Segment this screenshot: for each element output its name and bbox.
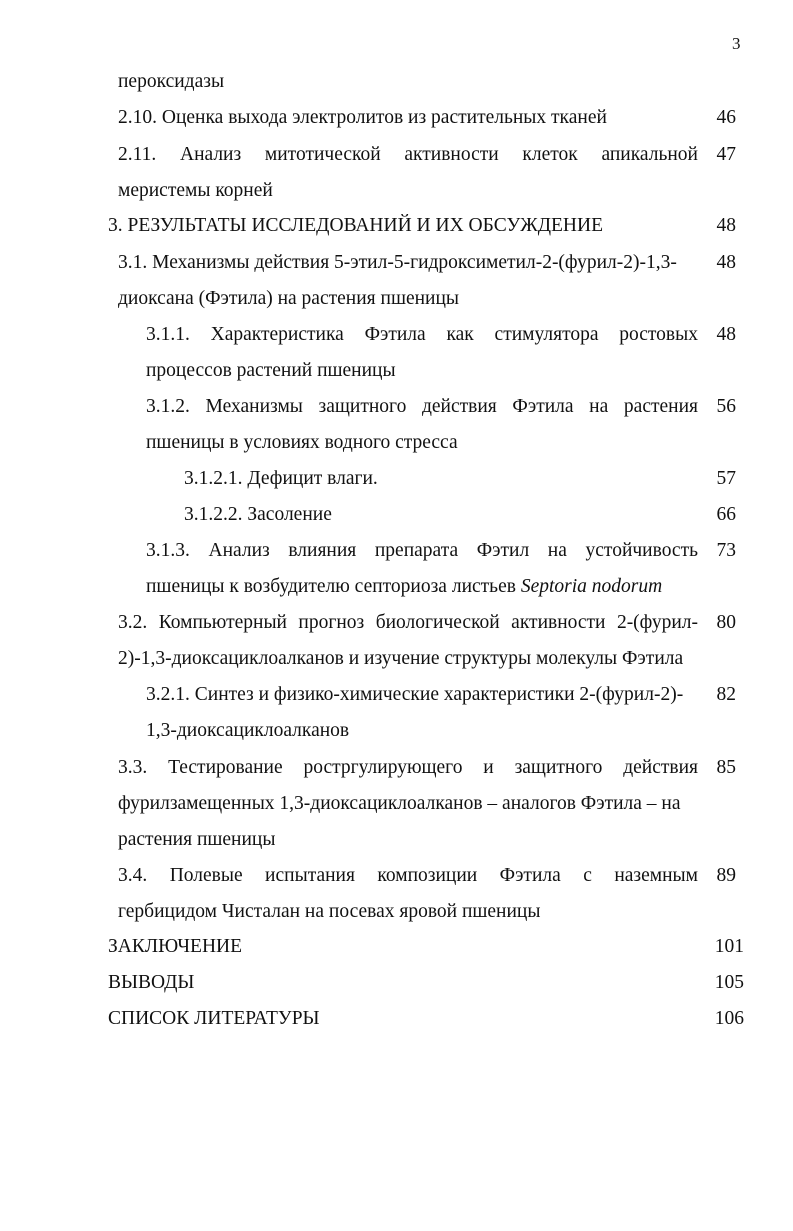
toc-page: 85 xyxy=(716,757,736,778)
toc-line: 3.1.2.2. Засоление xyxy=(184,504,332,525)
toc-page: 48 xyxy=(716,324,736,345)
page-number: 3 xyxy=(732,34,741,53)
toc-line: растения пшеницы xyxy=(118,829,276,850)
toc-page: 101 xyxy=(714,936,744,957)
toc-line: 3.4. Полевые испытания композиции Фэтила с наземным xyxy=(118,865,698,886)
toc-line: 2)-1,3-диоксациклоалканов и изучение структуры молекулы Фэтила xyxy=(118,648,684,669)
toc-page: 89 xyxy=(716,865,736,886)
toc-page: 57 xyxy=(716,468,736,489)
toc-line: 3.2.1. Синтез и физико-химические характеристики 2-(фурил-2)- xyxy=(146,684,684,705)
toc-line: 2.10. Оценка выхода электролитов из растительных тканей xyxy=(118,107,607,128)
toc-line: 1,3-диоксациклоалканов xyxy=(146,720,350,741)
toc-page: 106 xyxy=(714,1008,744,1029)
toc-line: 3.1. Механизмы действия 5-этил-5-гидроксиметил-2-(фурил-2)-1,3- xyxy=(118,252,677,273)
toc-page: 48 xyxy=(716,252,736,273)
toc-page: 66 xyxy=(716,504,736,525)
toc-line: 3.3. Тестирование ростргулирующего и защитного действия xyxy=(118,757,698,778)
toc-heading: СПИСОК ЛИТЕРАТУРЫ xyxy=(108,1008,320,1029)
toc-page: 105 xyxy=(714,972,744,993)
toc-page: 82 xyxy=(716,684,736,705)
toc-line: диоксана (Фэтила) на растения пшеницы xyxy=(118,288,460,309)
toc-line: гербицидом Чисталан на посевах яровой пшеницы xyxy=(118,901,541,922)
toc-line: меристемы корней xyxy=(118,180,273,201)
toc-page: 80 xyxy=(716,612,736,633)
toc-line: 3.1.3. Анализ влияния препарата Фэтил на устойчивость xyxy=(146,540,698,561)
toc-line: 2.11. Анализ митотической активности клеток апикальной xyxy=(118,144,698,165)
toc-line: пероксидазы xyxy=(118,71,225,92)
toc-line: процессов растений пшеницы xyxy=(146,360,396,381)
toc-line: 3.2. Компьютерный прогноз биологической активности 2-(фурил- xyxy=(118,612,698,633)
toc-page: 48 xyxy=(716,215,736,236)
toc-page: 47 xyxy=(716,144,736,165)
toc-line xyxy=(146,575,662,599)
toc-heading: ЗАКЛЮЧЕНИЕ xyxy=(108,936,243,957)
toc-heading: 3. РЕЗУЛЬТАТЫ ИССЛЕДОВАНИЙ И ИХ ОБСУЖДЕНИЕ xyxy=(108,215,604,236)
toc-heading: ВЫВОДЫ xyxy=(108,972,195,993)
toc-line: 3.1.2.1. Дефицит влаги. xyxy=(184,468,378,489)
toc-line-text: пшеницы к возбудителю септориоза листьев xyxy=(146,576,521,597)
toc-page: 46 xyxy=(716,107,736,128)
toc-line: фурилзамещенных 1,3-диоксациклоалканов – аналогов Фэтила – на xyxy=(118,793,681,814)
toc-line: 3.1.2. Механизмы защитного действия Фэтила на растения xyxy=(146,396,698,417)
toc-page: 73 xyxy=(716,540,736,561)
toc-line: пшеницы в условиях водного стресса xyxy=(146,432,458,453)
species-name: Septoria nodorum xyxy=(520,576,663,597)
toc-line: 3.1.1. Характеристика Фэтила как стимулятора ростовых xyxy=(146,324,698,345)
toc-page: 56 xyxy=(716,396,736,417)
